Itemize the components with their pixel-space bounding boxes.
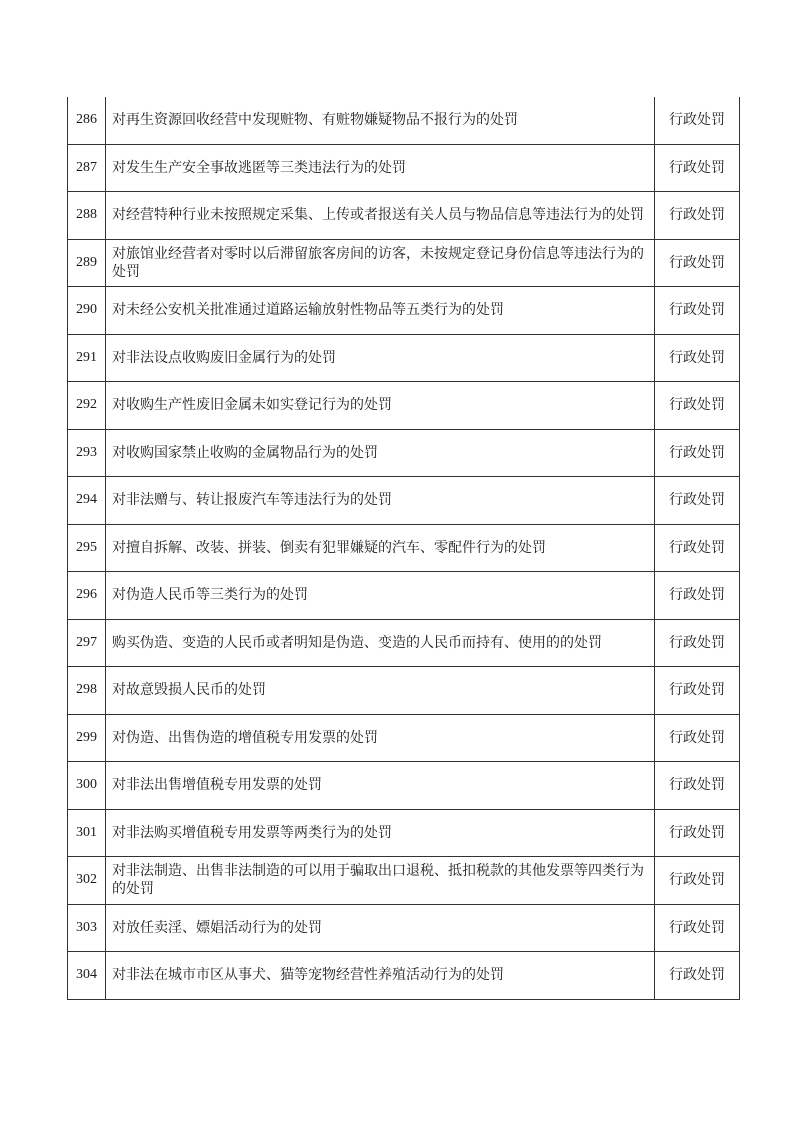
item-name: 对未经公安机关批准通过道路运输放射性物品等五类行为的处罚 <box>106 287 655 335</box>
row-number: 297 <box>68 619 106 667</box>
table-row <box>68 429 740 477</box>
row-number: 295 <box>68 524 106 572</box>
item-name: 对再生资源回收经营中发现赃物、有赃物嫌疑物品不报行为的处罚 <box>106 97 655 144</box>
table-row <box>68 524 740 572</box>
power-type: 行政处罚 <box>655 904 740 952</box>
table-row <box>68 619 740 667</box>
row-number: 288 <box>68 192 106 240</box>
row-number: 298 <box>68 667 106 715</box>
row-number: 292 <box>68 382 106 430</box>
item-name: 对旅馆业经营者对零时以后滞留旅客房间的访客，未按规定登记身份信息等违法行为的处罚 <box>106 239 655 287</box>
table-body <box>68 97 740 999</box>
item-name: 对擅自拆解、改装、拼装、倒卖有犯罪嫌疑的汽车、零配件行为的处罚 <box>106 524 655 572</box>
item-name: 对非法出售增值税专用发票的处罚 <box>106 762 655 810</box>
table-row <box>68 477 740 525</box>
row-number: 287 <box>68 144 106 192</box>
power-list-table <box>67 97 740 1000</box>
table-row <box>68 287 740 335</box>
power-type: 行政处罚 <box>655 809 740 857</box>
row-number: 293 <box>68 429 106 477</box>
row-number: 300 <box>68 762 106 810</box>
row-number: 294 <box>68 477 106 525</box>
table-row <box>68 97 740 144</box>
item-name: 对发生生产安全事故逃匿等三类违法行为的处罚 <box>106 144 655 192</box>
power-type: 行政处罚 <box>655 857 740 905</box>
power-type: 行政处罚 <box>655 524 740 572</box>
power-type: 行政处罚 <box>655 572 740 620</box>
row-number: 290 <box>68 287 106 335</box>
power-type: 行政处罚 <box>655 239 740 287</box>
power-type: 行政处罚 <box>655 619 740 667</box>
row-number: 291 <box>68 334 106 382</box>
row-number: 302 <box>68 857 106 905</box>
row-number: 286 <box>68 97 106 144</box>
power-type: 行政处罚 <box>655 667 740 715</box>
item-name: 对非法赠与、转让报废汽车等违法行为的处罚 <box>106 477 655 525</box>
item-name: 对非法在城市市区从事犬、猫等宠物经营性养殖活动行为的处罚 <box>106 952 655 1000</box>
table-row <box>68 334 740 382</box>
table-row <box>68 572 740 620</box>
table-row <box>68 952 740 1000</box>
item-name: 购买伪造、变造的人民币或者明知是伪造、变造的人民币而持有、使用的的处罚 <box>106 619 655 667</box>
item-name: 对非法购买增值税专用发票等两类行为的处罚 <box>106 809 655 857</box>
power-type: 行政处罚 <box>655 97 740 144</box>
row-number: 304 <box>68 952 106 1000</box>
item-name: 对伪造人民币等三类行为的处罚 <box>106 572 655 620</box>
table-row <box>68 857 740 905</box>
item-name: 对放任卖淫、嫖娼活动行为的处罚 <box>106 904 655 952</box>
table-row <box>68 714 740 762</box>
power-type: 行政处罚 <box>655 952 740 1000</box>
item-name: 对非法制造、出售非法制造的可以用于骗取出口退税、抵扣税款的其他发票等四类行为的处罚 <box>106 857 655 905</box>
power-type: 行政处罚 <box>655 429 740 477</box>
table-row <box>68 667 740 715</box>
item-name: 对伪造、出售伪造的增值税专用发票的处罚 <box>106 714 655 762</box>
item-name: 对非法设点收购废旧金属行为的处罚 <box>106 334 655 382</box>
row-number: 289 <box>68 239 106 287</box>
power-type: 行政处罚 <box>655 477 740 525</box>
table-row <box>68 192 740 240</box>
power-type: 行政处罚 <box>655 762 740 810</box>
table-row <box>68 904 740 952</box>
power-type: 行政处罚 <box>655 287 740 335</box>
row-number: 301 <box>68 809 106 857</box>
row-number: 299 <box>68 714 106 762</box>
table-row <box>68 239 740 287</box>
row-number: 303 <box>68 904 106 952</box>
table-row <box>68 144 740 192</box>
power-type: 行政处罚 <box>655 714 740 762</box>
item-name: 对收购国家禁止收购的金属物品行为的处罚 <box>106 429 655 477</box>
item-name: 对收购生产性废旧金属未如实登记行为的处罚 <box>106 382 655 430</box>
row-number: 296 <box>68 572 106 620</box>
table-row <box>68 762 740 810</box>
item-name: 对故意毁损人民币的处罚 <box>106 667 655 715</box>
table-row <box>68 382 740 430</box>
item-name: 对经营特种行业未按照规定采集、上传或者报送有关人员与物品信息等违法行为的处罚 <box>106 192 655 240</box>
power-type: 行政处罚 <box>655 144 740 192</box>
table-row <box>68 809 740 857</box>
power-type: 行政处罚 <box>655 334 740 382</box>
power-type: 行政处罚 <box>655 192 740 240</box>
power-type: 行政处罚 <box>655 382 740 430</box>
